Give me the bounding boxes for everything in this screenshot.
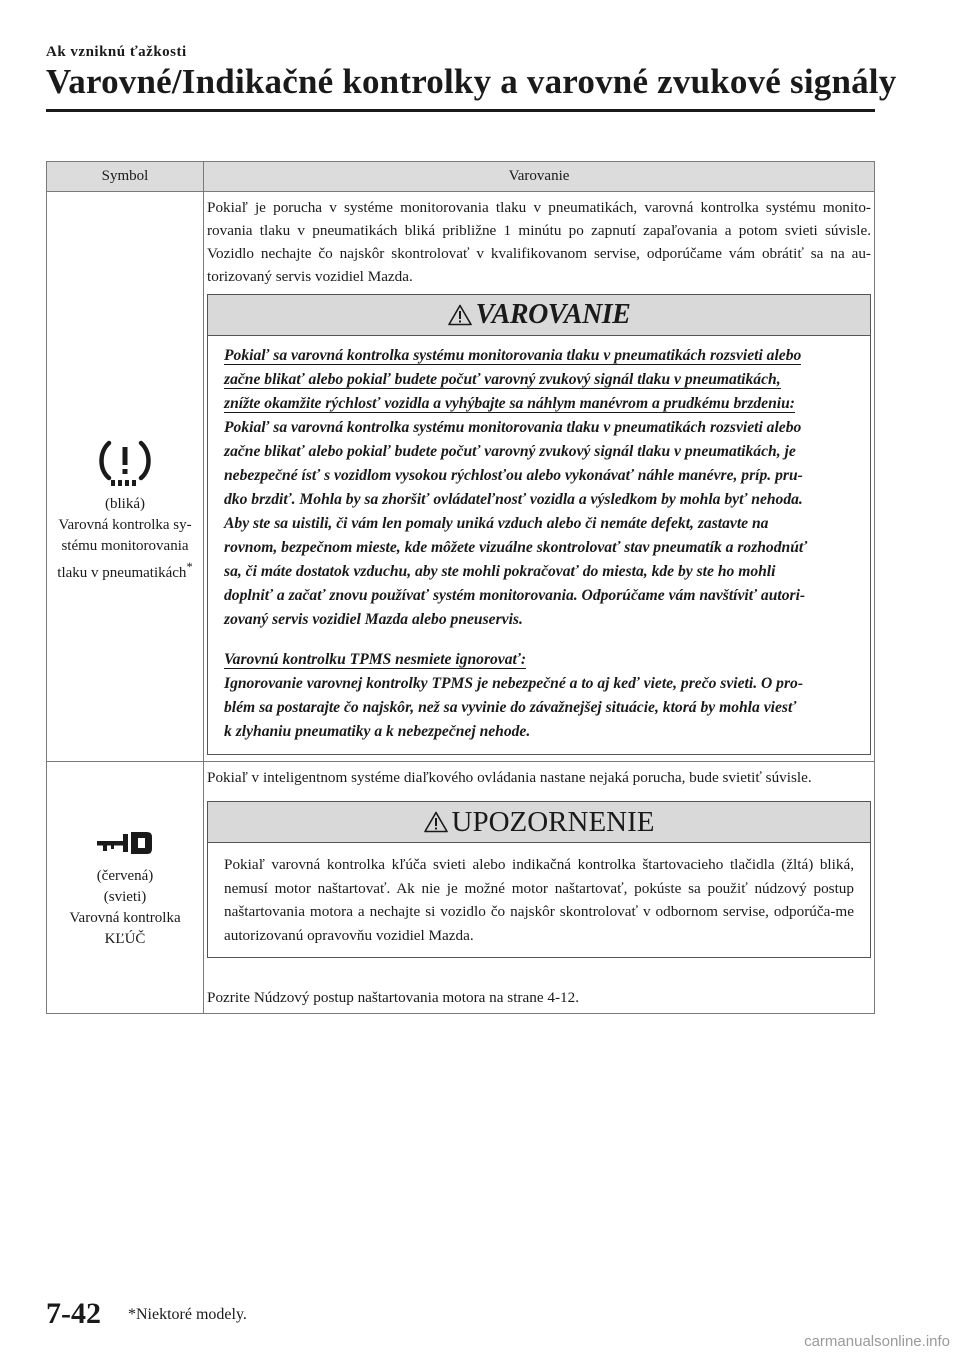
symbol-line: (červená) xyxy=(96,867,154,884)
warning-paragraph: Pokiaľ v inteligentnom systéme diaľkového ovládania nastane nejaká porucha, bude svietiť súvisle. xyxy=(207,769,812,786)
key-warning-icon xyxy=(95,826,155,860)
underlined-text: znížte okamžite rýchlosť vozidla a vyhýbajte sa náhlym manévrom a prudkému brzdeniu: xyxy=(224,395,795,412)
warning-line: sa, či máte dostatok vzduchu, aby ste mohli pokračovať do miesta, kde by ste ho mohli xyxy=(224,563,776,580)
warning-box xyxy=(207,294,871,755)
warning-line: k zlyhaniu pneumatiky a k nebezpečnej nehode. xyxy=(224,723,531,740)
warning-triangle-icon xyxy=(448,304,472,326)
caution-box-body xyxy=(208,843,870,957)
symbol-line xyxy=(47,557,203,584)
page-number: 7-42 xyxy=(46,1297,101,1330)
warning-cell xyxy=(204,192,875,762)
symbol-cell xyxy=(47,762,204,1014)
warning-triangle-icon xyxy=(424,811,448,833)
footnote-marker: * xyxy=(186,559,193,574)
column-header-symbol: Symbol xyxy=(47,162,204,192)
warning-box-body xyxy=(208,336,870,754)
caution-box-title: UPOZORNENIE xyxy=(451,805,655,838)
title-rule xyxy=(46,109,875,112)
warning-box-header xyxy=(208,295,870,336)
warning-line xyxy=(224,368,854,392)
page-title: Varovné/Indikačné kontrolky a varovné zvukové signály xyxy=(46,62,897,101)
warning-line: doplniť a začať znovu používať systém monitorovania. Odporúčame vám navštíviť autori- xyxy=(224,587,806,604)
warning-line: Ignorovanie varovnej kontrolky TPMS je nebezpečné a to aj keď viete, prečo svieti. O pro- xyxy=(224,675,804,692)
symbol-line: Varovná kontrolka sy- xyxy=(58,516,192,533)
caution-text: Pokiaľ varovná kontrolka kľúča svieti alebo indikačná kontrolka štartovacieho tlačidla (žltá) bliká, nemusí motor naštartovať. Ak nie je možné motor naštartovať, pokúste sa použiť núdzový postup naštartovania motora a nechajte si vozidlo čo najskôr skontrolovať v odbornom servise, odporúča-me autorizovanú opravovňu vozidiel Mazda. xyxy=(224,856,854,944)
table-row xyxy=(47,192,875,762)
warning-line: dko brzdiť. Mohla by sa zhoršiť ovládateľnosť vozidla a výsledkom by mohla byť nehoda. xyxy=(224,491,803,508)
warning-line: blém sa postarajte čo najskôr, než sa vyvinie do závažnejšej situácie, ktorá by mohla viesť xyxy=(224,699,797,716)
column-header-warning: Varovanie xyxy=(204,162,875,192)
symbol-line: stému monitorovania xyxy=(61,537,189,554)
tire-pressure-warning-icon xyxy=(95,440,155,490)
symbol-line: (svieti) xyxy=(103,888,147,905)
table-header-row xyxy=(47,162,875,192)
underlined-text: Varovnú kontrolku TPMS nesmiete ignorovať: xyxy=(224,651,527,668)
footer-note: *Niektoré modely. xyxy=(128,1306,247,1323)
reference-text: Pozrite Núdzový postup naštartovania motora na strane 4-12. xyxy=(207,989,579,1006)
warning-line xyxy=(224,392,854,416)
section-label: Ak vzniknú ťažkosti xyxy=(46,44,187,60)
warning-line: nebezpečné ísť s vozidlom vysokou rýchlosťou alebo vykonávať náhle manévre, príp. pru- xyxy=(224,467,803,484)
warning-line xyxy=(224,344,854,368)
symbol-line-text: tlaku v pneumatikách xyxy=(57,564,187,581)
underlined-text: Pokiaľ sa varovná kontrolka systému monitorovania tlaku v pneumatikách rozsvieti alebo xyxy=(224,347,802,364)
symbol-line: (bliká) xyxy=(105,495,145,512)
warning-line: rovnom, bezpečnom mieste, kde môžete vizuálne skontrolovať stav pneumatík a rozhodnúť xyxy=(224,539,808,556)
warning-paragraph: Pokiaľ je porucha v systéme monitorovania tlaku v pneumatikách, varovná kontrolka systému monito-rovania tlaku v pneumatikách bliká približne 1 minútu po zapnutí zapaľovania a potom svieti súvisle. Vozidlo nechajte čo najskôr skontrolovať v kvalifikovanom servise, odporúčame vám obrátiť sa na au-torizovaný servis vozidiel Mazda. xyxy=(207,199,871,285)
warning-line: začne blikať alebo pokiaľ budete počuť varovný zvukový signál tlaku v pneumatikách, je xyxy=(224,443,796,460)
warning-line: Pokiaľ sa varovná kontrolka systému monitorovania tlaku v pneumatikách rozsvieti alebo xyxy=(224,419,802,436)
symbol-cell xyxy=(47,192,204,762)
warning-cell xyxy=(204,762,875,1014)
warning-table xyxy=(46,161,875,1014)
underlined-text: začne blikať alebo pokiaľ budete počuť varovný zvukový signál tlaku v pneumatikách, xyxy=(224,371,781,388)
caution-box xyxy=(207,801,871,958)
table-row xyxy=(47,762,875,1014)
caution-box-header xyxy=(208,802,870,843)
warning-box-title: VAROVANIE xyxy=(475,299,631,330)
symbol-line: KĽÚČ xyxy=(104,930,146,947)
warning-subheading xyxy=(224,648,854,672)
watermark: carmanualsonline.info xyxy=(804,1333,950,1350)
symbol-line: Varovná kontrolka xyxy=(69,909,181,926)
warning-line: zovaný servis vozidiel Mazda alebo pneuservis. xyxy=(224,611,523,628)
warning-line: Aby ste sa uistili, či vám len pomaly uniká vzduch alebo či nemáte defekt, zastavte na xyxy=(224,515,769,532)
